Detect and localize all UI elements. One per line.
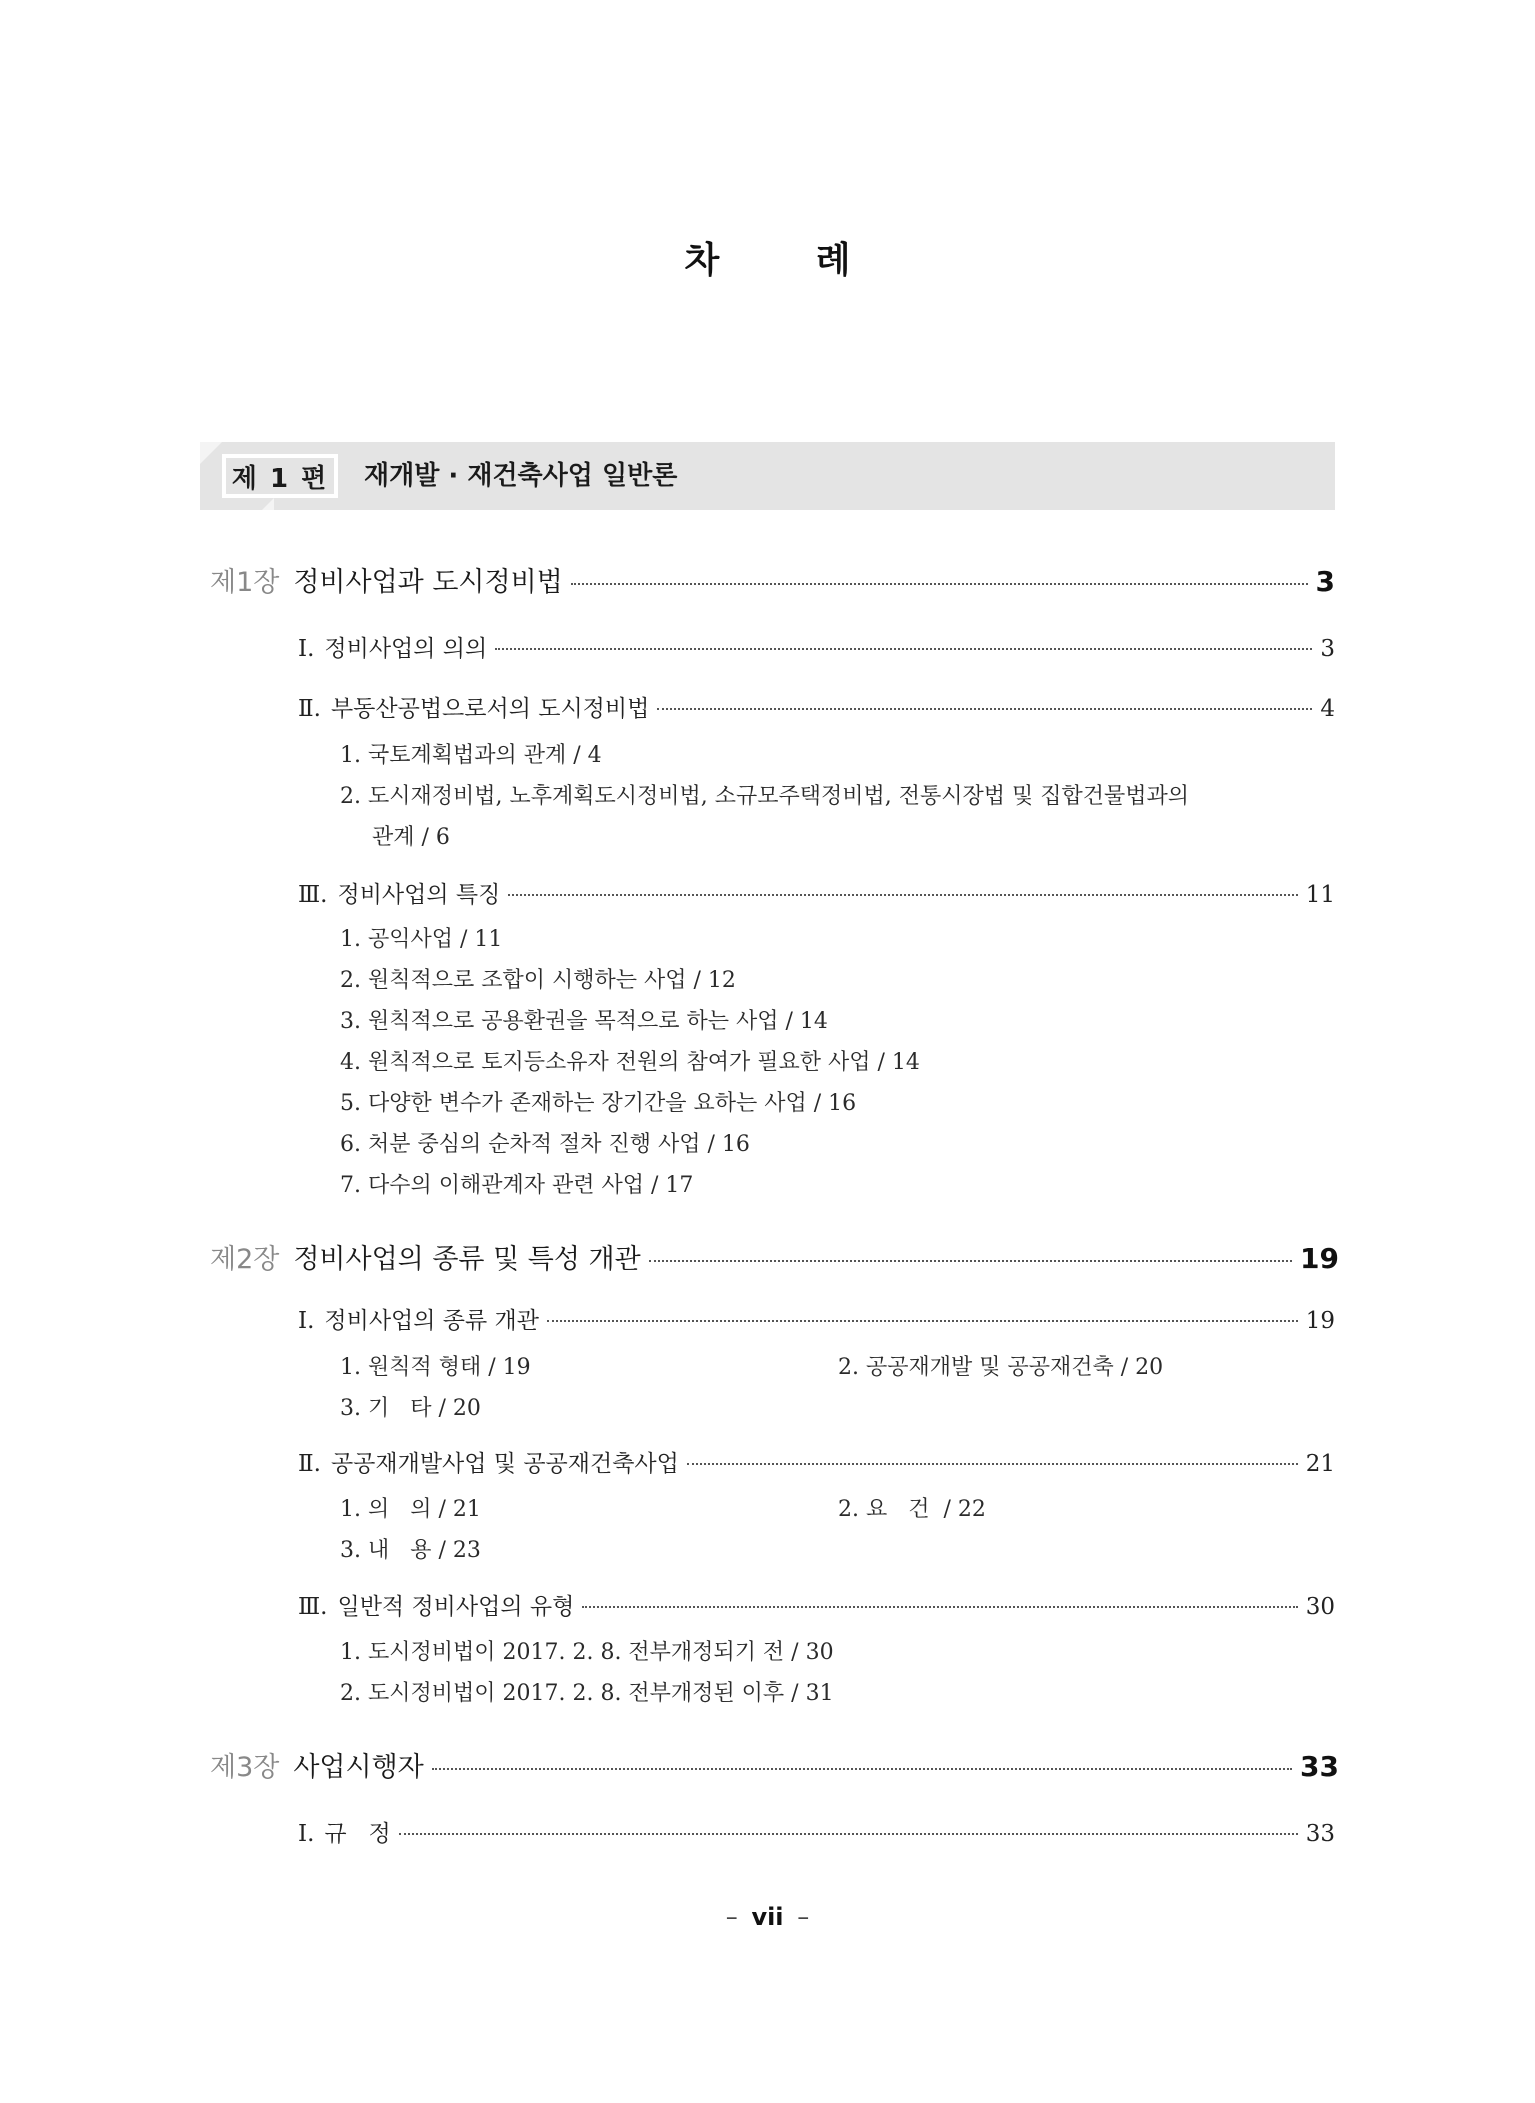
dot-leader <box>432 1768 1292 1770</box>
dot-leader <box>399 1833 1298 1835</box>
page-number: 19 <box>1305 1308 1335 1334</box>
chapter-title: 정비사업의 종류 및 특성 개관 <box>293 1244 641 1275</box>
toc-item[interactable]: 3. 기 타 / 20 <box>340 1396 481 1421</box>
toc-section[interactable] <box>298 876 1335 909</box>
dot-leader <box>657 708 1312 710</box>
section-number: Ⅰ. <box>298 1308 315 1334</box>
part-title: 재개발 · 재건축사업 일반론 <box>364 461 678 491</box>
section-number: Ⅲ. <box>298 882 328 908</box>
toc-item[interactable]: 2. 원칙적으로 조합이 시행하는 사업 / 12 <box>340 968 736 993</box>
chapter-number: 제1장 <box>210 567 280 598</box>
toc-section[interactable] <box>298 1588 1335 1621</box>
toc-item[interactable]: 1. 의 의 / 21 <box>340 1497 481 1522</box>
dot-leader <box>571 583 1308 585</box>
toc-item[interactable]: 7. 다수의 이해관계자 관련 사업 / 17 <box>340 1173 694 1198</box>
section-title: 정비사업의 종류 개관 <box>324 1308 539 1334</box>
toc-item-continuation[interactable]: 관계 / 6 <box>372 825 450 850</box>
section-title: 부동산공법으로서의 도시정비법 <box>330 696 650 722</box>
dash-right: – <box>797 1903 810 1931</box>
toc-section[interactable] <box>298 1302 1335 1335</box>
section-number: Ⅱ. <box>298 1451 321 1477</box>
toc-item[interactable]: 2. 도시정비법이 2017. 2. 8. 전부개정된 이후 / 31 <box>340 1681 834 1706</box>
section-title: 규 정 <box>324 1821 391 1847</box>
toc-item[interactable]: 1. 도시정비법이 2017. 2. 8. 전부개정되기 전 / 30 <box>340 1640 834 1665</box>
toc-section[interactable] <box>298 1815 1335 1848</box>
page-number: 3 <box>1315 565 1335 598</box>
chapter-number: 제3장 <box>210 1752 280 1783</box>
decorative-corner <box>200 442 222 464</box>
page-title: 차 례 <box>684 240 893 281</box>
toc-item[interactable]: 2. 요 건 / 22 <box>838 1497 986 1522</box>
toc-chapter-1[interactable] <box>210 560 1335 599</box>
toc-section[interactable] <box>298 630 1335 663</box>
toc-item[interactable]: 3. 원칙적으로 공용환권을 목적으로 하는 사업 / 14 <box>340 1009 828 1034</box>
toc-item[interactable]: 1. 공익사업 / 11 <box>340 927 503 952</box>
page-number: 33 <box>1300 1750 1339 1783</box>
toc-item[interactable]: 3. 내 용 / 23 <box>340 1538 481 1563</box>
toc-item[interactable]: 1. 국토계획법과의 관계 / 4 <box>340 743 602 768</box>
toc-item[interactable]: 2. 도시재정비법, 노후계획도시정비법, 소규모주택정비법, 전통시장법 및 집합건물법과의 <box>340 784 1190 809</box>
section-title: 정비사업의 특징 <box>337 882 501 908</box>
dot-leader <box>508 894 1297 896</box>
chapter-number: 제2장 <box>210 1244 280 1275</box>
chapter-title: 정비사업과 도시정비법 <box>293 567 563 598</box>
toc-chapter-3[interactable] <box>210 1745 1339 1784</box>
dot-leader <box>649 1260 1292 1262</box>
toc-section[interactable] <box>298 1445 1335 1478</box>
decorative-corner <box>262 498 274 510</box>
page-number: 30 <box>1305 1594 1335 1620</box>
toc-chapter-2[interactable] <box>210 1237 1339 1276</box>
toc-item[interactable]: 4. 원칙적으로 토지등소유자 전원의 참여가 필요한 사업 / 14 <box>340 1050 920 1075</box>
toc-item[interactable]: 5. 다양한 변수가 존재하는 장기간을 요하는 사업 / 16 <box>340 1091 857 1116</box>
section-number: Ⅱ. <box>298 696 321 722</box>
page-number: 4 <box>1320 696 1335 722</box>
toc-section[interactable] <box>298 690 1335 723</box>
dot-leader <box>495 648 1312 650</box>
section-number: Ⅲ. <box>298 1594 328 1620</box>
page-number: 19 <box>1300 1242 1339 1275</box>
section-title: 정비사업의 의의 <box>324 636 488 662</box>
section-number: Ⅰ. <box>298 636 315 662</box>
toc-item[interactable]: 6. 처분 중심의 순차적 절차 진행 사업 / 16 <box>340 1132 750 1157</box>
page-number: 21 <box>1305 1451 1335 1477</box>
dot-leader <box>547 1320 1298 1322</box>
toc-item[interactable]: 2. 공공재개발 및 공공재건축 / 20 <box>838 1355 1164 1380</box>
page-footer <box>0 1903 1535 1931</box>
dot-leader <box>582 1606 1297 1608</box>
page-number: 33 <box>1305 1821 1335 1847</box>
section-number: Ⅰ. <box>298 1821 315 1847</box>
chapter-title: 사업시행자 <box>293 1752 424 1783</box>
page-number-footer: vii <box>751 1903 784 1931</box>
dot-leader <box>687 1463 1298 1465</box>
page-number: 3 <box>1320 636 1335 662</box>
part-label: 제 1 편 <box>222 454 338 498</box>
part-header <box>200 442 1335 510</box>
toc-item[interactable]: 1. 원칙적 형태 / 19 <box>340 1355 531 1380</box>
section-title: 공공재개발사업 및 공공재건축사업 <box>330 1451 679 1477</box>
page-number: 11 <box>1305 882 1335 908</box>
dash-left: – <box>725 1903 738 1931</box>
section-title: 일반적 정비사업의 유형 <box>337 1594 575 1620</box>
